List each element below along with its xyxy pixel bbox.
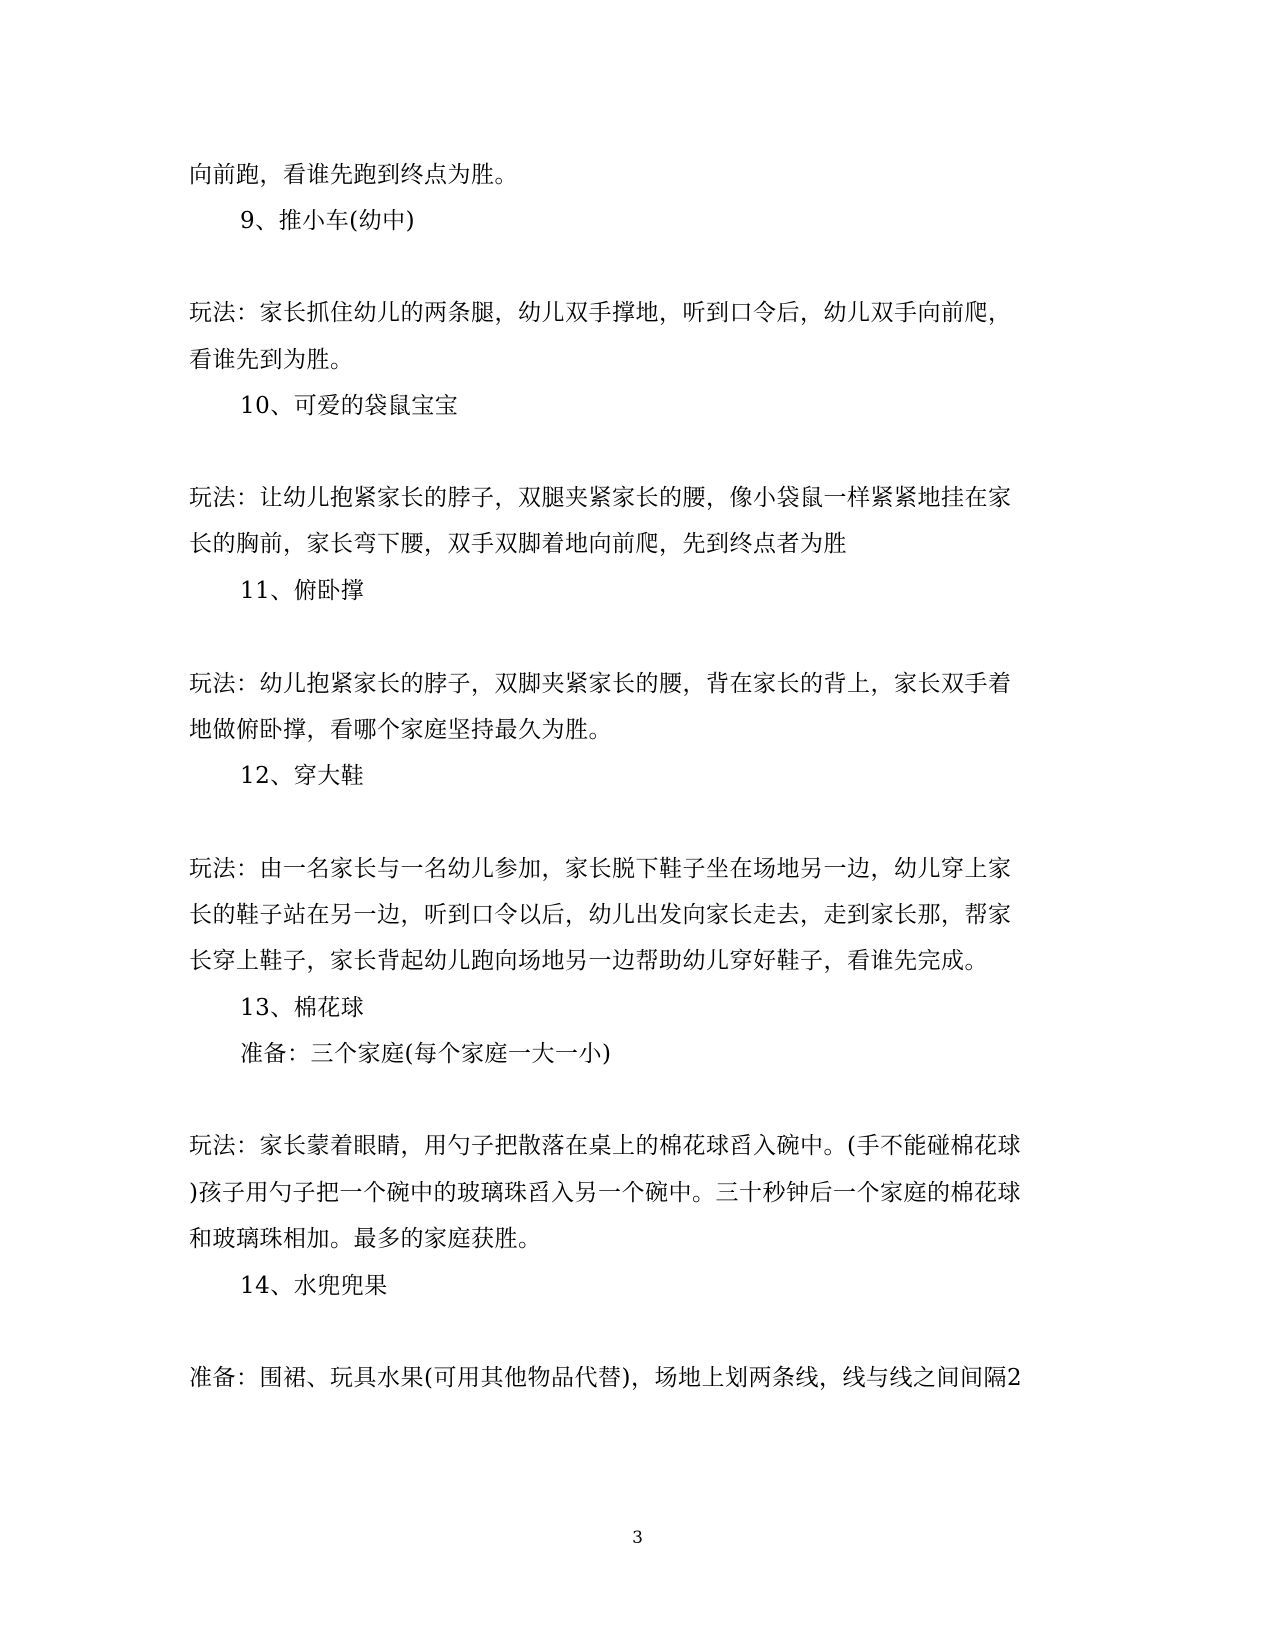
body-line: 玩法：让幼儿抱紧家长的脖子，双腿夹紧家长的腰，像小袋鼠一样紧紧地挂在家 [189,485,1012,511]
body-line: )孩子用勺子把一个碗中的玻璃珠舀入另一个碗中。三十秒钟后一个家庭的棉花球 [189,1180,1021,1206]
section-heading: 9、推小车(幼中) [240,208,416,234]
page-number: 3 [632,1528,643,1548]
section-heading: 12、穿大鞋 [240,763,365,789]
section-heading: 11、俯卧撑 [240,578,365,604]
section-heading: 10、可爱的袋鼠宝宝 [240,393,459,419]
body-line: 长穿上鞋子，家长背起幼儿跑向场地另一边帮助幼儿穿好鞋子，看谁先完成。 [189,948,988,974]
section-heading: 14、水兜兜果 [240,1273,388,1299]
body-line: 准备：围裙、玩具水果(可用其他物品代替)，场地上划两条线，线与线之间间隔2 [189,1365,1023,1391]
section-heading: 准备：三个家庭(每个家庭一大一小) [240,1041,612,1067]
body-line: 看谁先到为胜。 [189,347,354,373]
body-line: 玩法：由一名家长与一名幼儿参加，家长脱下鞋子坐在场地另一边，幼儿穿上家 [189,856,1012,882]
body-line: 玩法：家长抓住幼儿的两条腿，幼儿双手撑地，听到口令后，幼儿双手向前爬， [189,300,1012,326]
body-line: 长的鞋子站在另一边，听到口令以后，幼儿出发向家长走去，走到家长那，帮家 [189,902,1012,928]
section-heading: 13、棉花球 [240,995,365,1021]
body-line: 向前跑，看谁先跑到终点为胜。 [189,162,518,188]
body-line: 地做俯卧撑，看哪个家庭坚持最久为胜。 [189,717,612,743]
body-line: 玩法：幼儿抱紧家长的脖子，双脚夹紧家长的腰，背在家长的背上，家长双手着 [189,671,1012,697]
body-line: 长的胸前，家长弯下腰，双手双脚着地向前爬，先到终点者为胜 [189,531,847,557]
body-line: 玩法：家长蒙着眼睛，用勺子把散落在桌上的棉花球舀入碗中。(手不能碰棉花球 [189,1133,1021,1159]
body-line: 和玻璃珠相加。最多的家庭获胜。 [189,1226,542,1252]
